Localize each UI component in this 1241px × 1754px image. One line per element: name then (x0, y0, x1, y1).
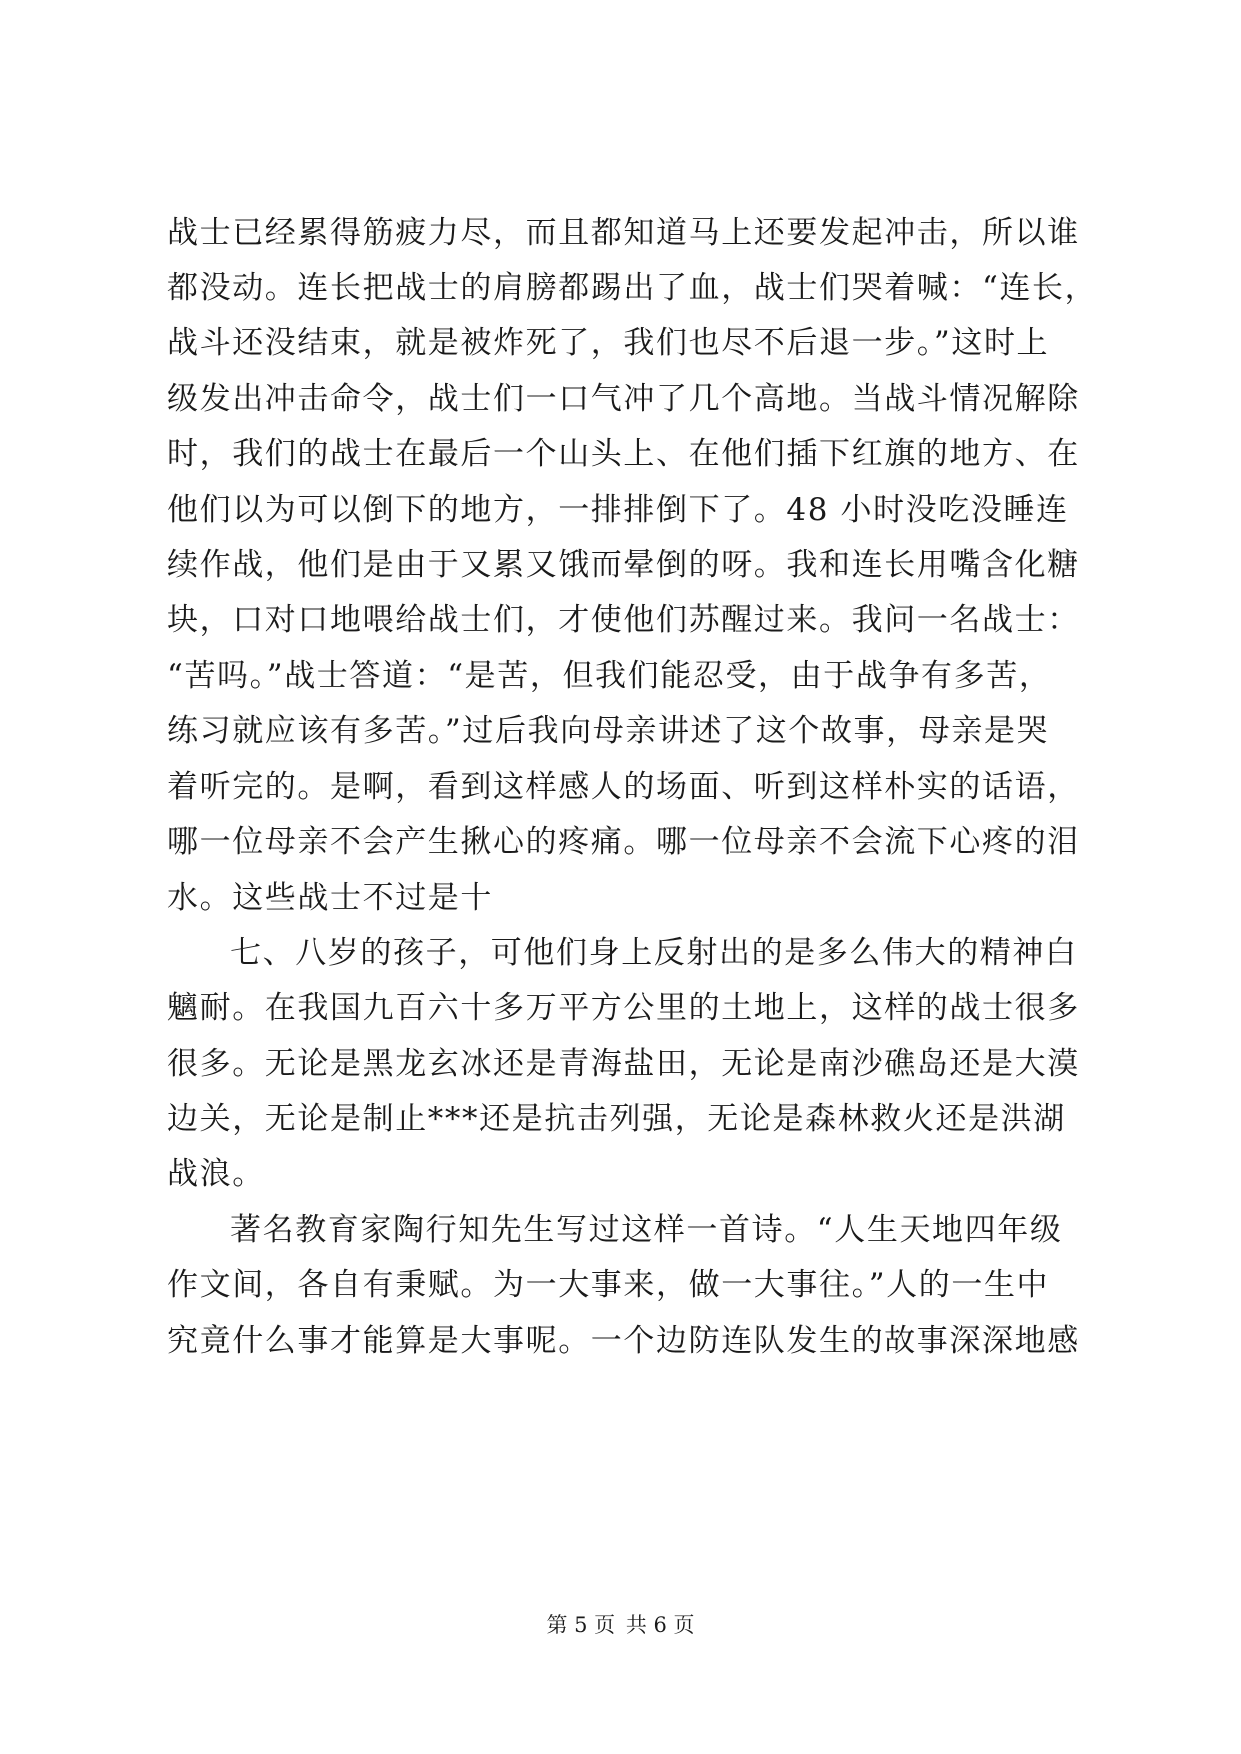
text-line-11: 着听完的。是啊，看到这样感人的场面、听到这样朴实的话语， (167, 769, 1080, 805)
text-line-20: 作文间，各自有秉赋。为一大事来，做一大事往。”人的一生中 (167, 1267, 1050, 1303)
text-line-8: 块，口对口地喂给战士们，才使他们苏醒过来。我问一名战士： (167, 602, 1080, 638)
text-line-6: 他们以为可以倒下的地方，一排排倒下了。48 小时没吃没睡连 (167, 492, 1069, 528)
text-line-13: 水。这些战士不过是十 (167, 880, 493, 916)
text-line-3: 战斗还没结束，就是被炸死了，我们也尽不后退一步。”这时上 (167, 325, 1050, 361)
text-line-7: 续作战，他们是由于又累又饿而晕倒的呀。我和连长用嘴含化糖 (167, 547, 1080, 583)
text-line-18: 战浪。 (167, 1156, 265, 1192)
text-line-21: 究竟什么事才能算是大事呢。一个边防连队发生的故事深深地感 (167, 1323, 1080, 1359)
text-line-15: 魑耐。在我国九百六十多万平方公里的土地上，这样的战士很多 (167, 990, 1080, 1026)
text-line-5: 时，我们的战士在最后一个山头上、在他们插下红旗的地方、在 (167, 436, 1080, 472)
page-footer (0, 1612, 1241, 1638)
text-line-12: 哪一位母亲不会产生揪心的疼痛。哪一位母亲不会流下心疼的泪 (167, 824, 1080, 860)
text-line-4: 级发出冲击命令，战士们一口气冲了几个高地。当战斗情况解除 (167, 381, 1080, 417)
text-line-9: “苦吗。”战士答道：“是苦，但我们能忍受，由于战争有多苦， (167, 658, 1052, 694)
text-line-19: 著名教育家陶行知先生写过这样一首诗。“人生天地四年级 (230, 1212, 1063, 1248)
text-line-14: 七、八岁的孩子，可他们身上反射出的是多么伟大的精神白 (230, 935, 1078, 971)
text-line-17: 边关，无论是制止***还是抗击列强，无论是森林救火还是洪湖 (167, 1101, 1066, 1137)
page-number: 第 5 页 (546, 1613, 616, 1637)
text-line-1: 战士已经累得筋疲力尽，而且都知道马上还要发起冲击，所以谁 (167, 215, 1080, 251)
text-line-16: 很多。无论是黑龙玄冰还是青海盐田，无论是南沙礁岛还是大漠 (167, 1046, 1080, 1082)
text-line-10: 练习就应该有多苦。”过后我向母亲讲述了这个故事，母亲是哭 (167, 713, 1050, 749)
page-total: 共 6 页 (625, 1613, 695, 1637)
text-line-2: 都没动。连长把战士的肩膀都踢出了血，战士们哭着喊：“连长， (167, 270, 1098, 306)
